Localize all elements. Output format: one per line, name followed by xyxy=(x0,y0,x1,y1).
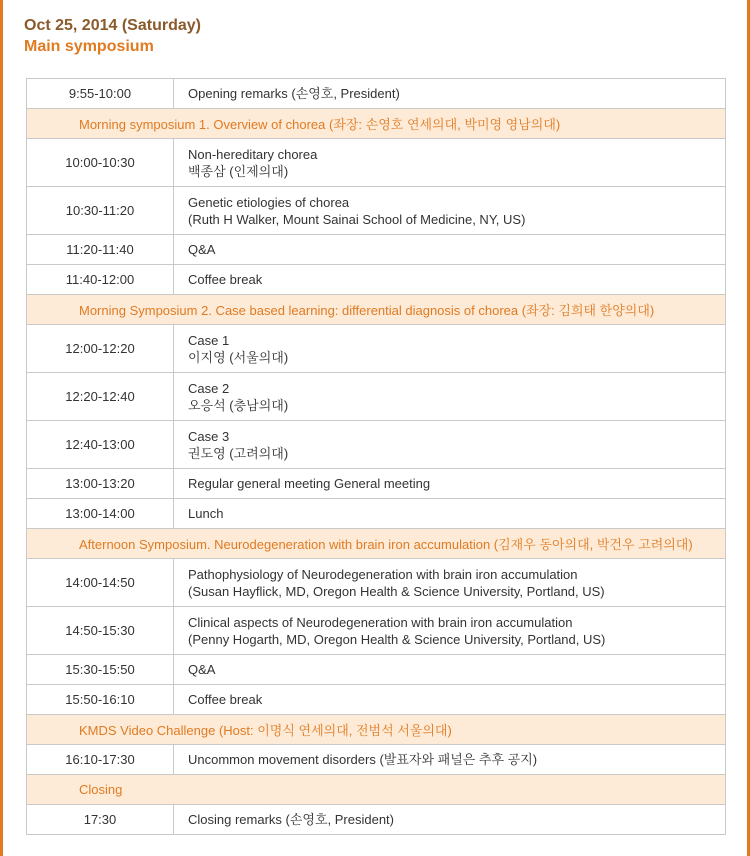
session-title: Case 1 xyxy=(188,332,230,348)
schedule-row xyxy=(27,655,726,685)
schedule-row xyxy=(27,235,726,265)
session-description xyxy=(174,373,726,421)
schedule-row xyxy=(27,187,726,235)
session-title: Genetic etiologies of chorea xyxy=(188,194,350,210)
schedule-row xyxy=(27,559,726,607)
session-time: 15:50-16:10 xyxy=(27,685,174,715)
session-description xyxy=(174,421,726,469)
session-description xyxy=(174,655,726,685)
session-description xyxy=(174,607,726,655)
section-title: KMDS Video Challenge (Host: 이명식 연세의대, 전범석 서울의대) xyxy=(27,715,726,745)
event-date: Oct 25, 2014 (Saturday) xyxy=(24,17,201,34)
section-header-row xyxy=(27,529,726,559)
session-speaker: (Susan Hayflick, MD, Oregon Health & Science University, Portland, US) xyxy=(188,583,605,599)
session-title: Case 2 xyxy=(188,380,230,396)
session-title: Clinical aspects of Neurodegeneration with brain iron accumulation xyxy=(188,614,573,630)
schedule-row xyxy=(27,469,726,499)
session-description xyxy=(174,469,726,499)
session-time: 13:00-13:20 xyxy=(27,469,174,499)
session-description xyxy=(174,79,726,109)
session-title: Coffee break xyxy=(188,692,263,707)
schedule-row xyxy=(27,685,726,715)
section-header-row xyxy=(27,109,726,139)
section-header-row xyxy=(27,295,726,325)
schedule-row xyxy=(27,373,726,421)
schedule-row xyxy=(27,325,726,373)
session-title: Lunch xyxy=(188,506,224,521)
session-title: Uncommon movement disorders (발표자와 패널은 추후 공지) xyxy=(188,752,538,767)
session-time: 12:40-13:00 xyxy=(27,421,174,469)
session-title: Opening remarks (손영호, President) xyxy=(188,86,400,101)
session-title: Pathophysiology of Neurodegeneration with brain iron accumulation xyxy=(188,566,578,582)
session-description xyxy=(174,265,726,295)
session-description xyxy=(174,187,726,235)
schedule-row xyxy=(27,805,726,835)
session-description xyxy=(174,805,726,835)
schedule-row xyxy=(27,607,726,655)
session-speaker: 백종삼 (인제의대) xyxy=(188,163,289,179)
session-description xyxy=(174,325,726,373)
session-time: 14:50-15:30 xyxy=(27,607,174,655)
session-speaker: (Ruth H Walker, Mount Sainai School of Medicine, NY, US) xyxy=(188,211,526,227)
session-description xyxy=(174,139,726,187)
schedule-row xyxy=(27,421,726,469)
session-time: 16:10-17:30 xyxy=(27,745,174,775)
session-description xyxy=(174,745,726,775)
session-time: 11:20-11:40 xyxy=(27,235,174,265)
session-speaker: 이지영 (서울의대) xyxy=(188,349,289,365)
session-description xyxy=(174,499,726,529)
session-title: Q&A xyxy=(188,662,216,677)
session-time: 10:00-10:30 xyxy=(27,139,174,187)
session-time: 14:00-14:50 xyxy=(27,559,174,607)
schedule-table xyxy=(26,78,726,835)
session-time: 17:30 xyxy=(27,805,174,835)
session-description xyxy=(174,685,726,715)
session-title: Regular general meeting General meeting xyxy=(188,476,431,491)
session-speaker: (Penny Hogarth, MD, Oregon Health & Science University, Portland, US) xyxy=(188,631,606,647)
schedule-row xyxy=(27,79,726,109)
session-title: Case 3 xyxy=(188,428,230,444)
session-title: Non-hereditary chorea xyxy=(188,146,318,162)
section-header-row xyxy=(27,775,726,805)
session-description xyxy=(174,235,726,265)
section-title: Afternoon Symposium. Neurodegeneration with brain iron accumulation (김재우 동아의대, 박건우 고려의대) xyxy=(27,529,726,559)
schedule-row xyxy=(27,265,726,295)
session-title: Q&A xyxy=(188,242,216,257)
session-time: 15:30-15:50 xyxy=(27,655,174,685)
section-title: Morning symposium 1. Overview of chorea (좌장: 손영호 연세의대, 박미영 영남의대) xyxy=(27,109,726,139)
section-title: Morning Symposium 2. Case based learning: differential diagnosis of chorea (좌장: 김희태 한양의대) xyxy=(27,295,726,325)
section-title: Closing xyxy=(27,775,726,805)
session-speaker: 권도영 (고려의대) xyxy=(188,445,289,461)
session-description xyxy=(174,559,726,607)
session-time: 12:20-12:40 xyxy=(27,373,174,421)
section-header-row xyxy=(27,715,726,745)
session-time: 12:00-12:20 xyxy=(27,325,174,373)
session-speaker: 오응석 (충남의대) xyxy=(188,397,289,413)
session-time: 13:00-14:00 xyxy=(27,499,174,529)
schedule-row xyxy=(27,139,726,187)
schedule-row xyxy=(27,745,726,775)
page-title: Main symposium xyxy=(24,38,154,55)
session-time: 10:30-11:20 xyxy=(27,187,174,235)
session-title: Coffee break xyxy=(188,272,263,287)
schedule-row xyxy=(27,499,726,529)
session-time: 11:40-12:00 xyxy=(27,265,174,295)
session-time: 9:55-10:00 xyxy=(27,79,174,109)
session-title: Closing remarks (손영호, President) xyxy=(188,812,395,827)
